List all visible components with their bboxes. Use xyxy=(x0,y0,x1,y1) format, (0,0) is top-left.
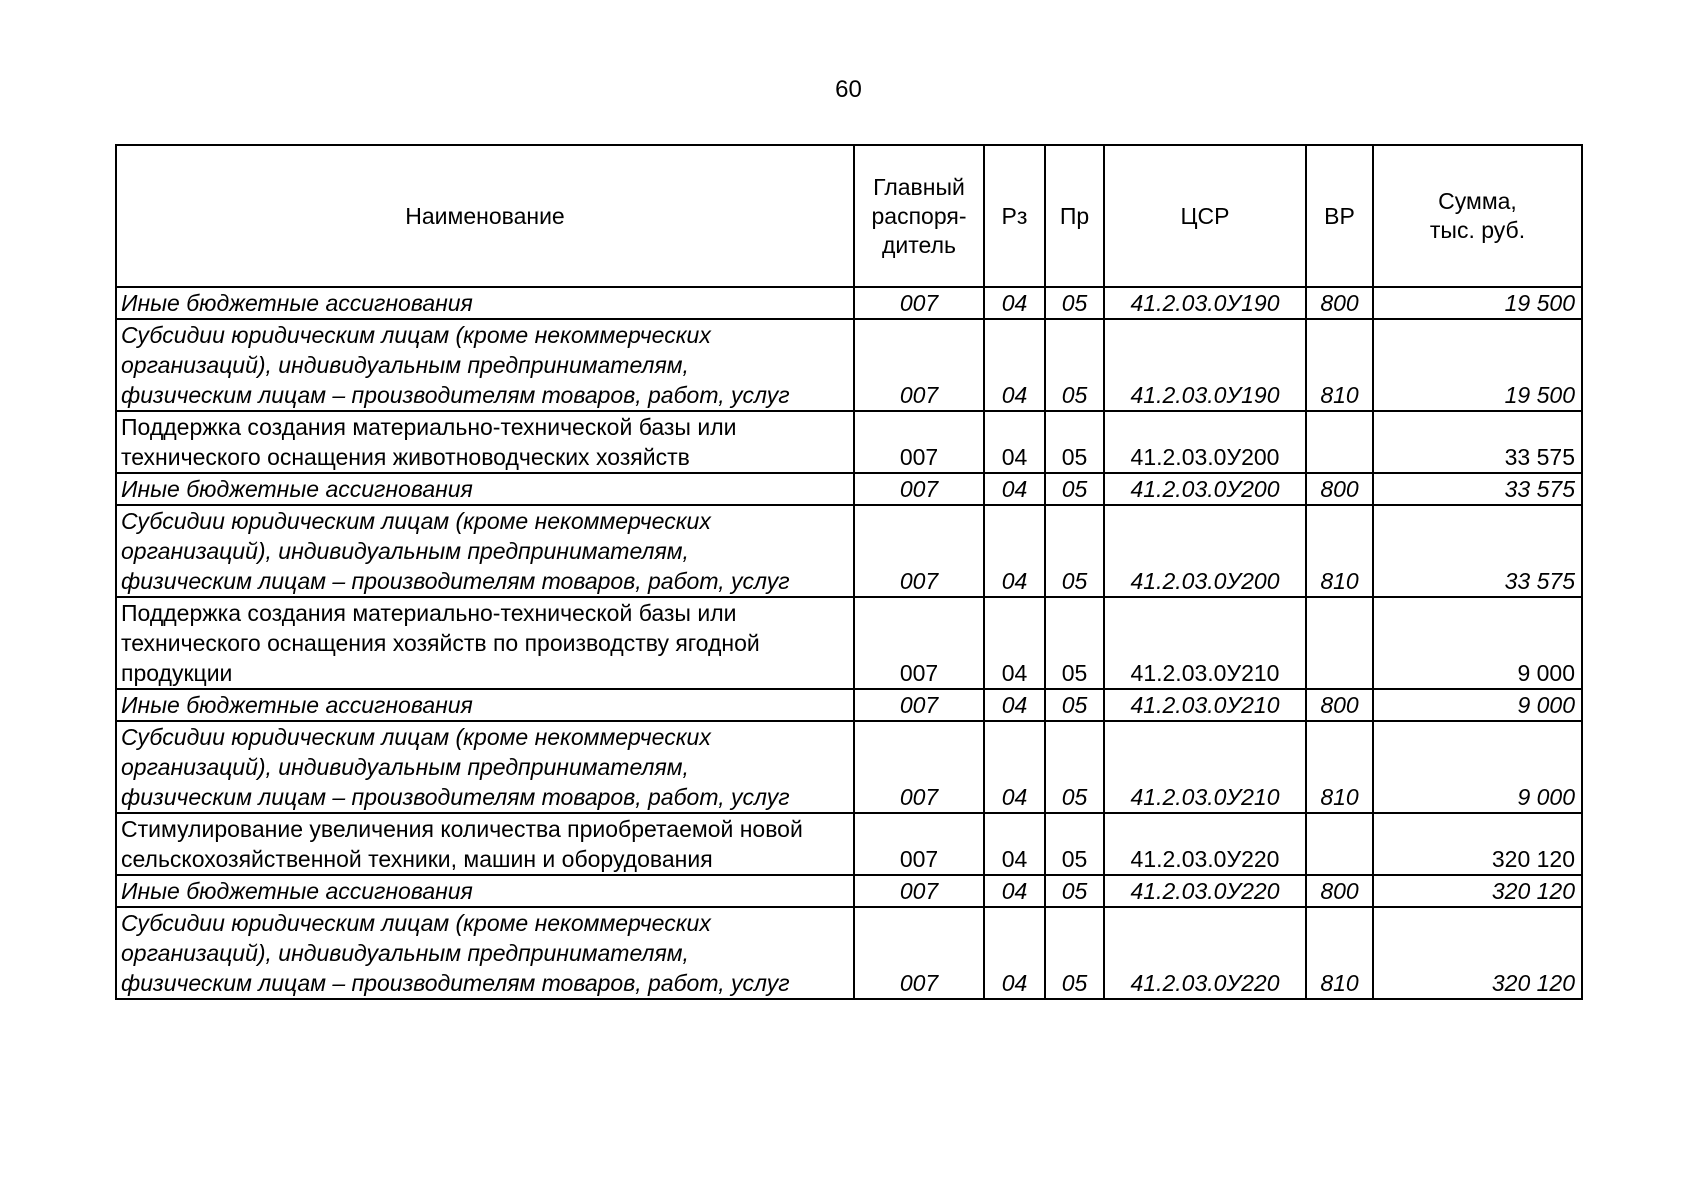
cell-pr: 05 xyxy=(1045,813,1104,875)
cell-csr: 41.2.03.0У200 xyxy=(1104,505,1306,597)
cell-csr: 41.2.03.0У220 xyxy=(1104,813,1306,875)
table-row xyxy=(116,597,1582,689)
cell-sum: 33 575 xyxy=(1373,411,1582,473)
cell-vr: 800 xyxy=(1306,473,1373,505)
cell-pr: 05 xyxy=(1045,505,1104,597)
cell-name-line: физическим лицам – производителям товаров, работ, услуг xyxy=(121,382,790,408)
cell-sum: 320 120 xyxy=(1373,813,1582,875)
cell-pr: 05 xyxy=(1045,597,1104,689)
header-rz: Рз xyxy=(984,145,1045,287)
cell-name-line: организаций), индивидуальным предпринимателям, xyxy=(121,940,689,966)
header-sum xyxy=(1373,145,1582,287)
cell-chief: 007 xyxy=(854,319,984,411)
header-row xyxy=(116,145,1582,287)
cell-vr xyxy=(1306,411,1373,473)
cell-name-line: Субсидии юридическим лицам (кроме некоммерческих xyxy=(121,910,711,936)
cell-rz: 04 xyxy=(984,597,1045,689)
header-chief-line: распоря- xyxy=(871,202,967,229)
header-sum-line: тыс. руб. xyxy=(1429,217,1526,243)
cell-name xyxy=(116,875,854,907)
cell-vr xyxy=(1306,813,1373,875)
cell-chief: 007 xyxy=(854,287,984,319)
cell-chief: 007 xyxy=(854,597,984,689)
cell-sum: 9 000 xyxy=(1373,689,1582,721)
table-row xyxy=(116,319,1582,411)
header-sum-line: Сумма, xyxy=(1438,188,1517,214)
cell-name xyxy=(116,597,854,689)
cell-name xyxy=(116,473,854,505)
cell-name-line: Субсидии юридическим лицам (кроме некоммерческих xyxy=(121,508,711,534)
cell-rz: 04 xyxy=(984,505,1045,597)
cell-name-line: Поддержка создания материально-технической базы или xyxy=(121,600,737,626)
cell-pr: 05 xyxy=(1045,721,1104,813)
cell-pr: 05 xyxy=(1045,875,1104,907)
cell-chief: 007 xyxy=(854,411,984,473)
cell-vr: 800 xyxy=(1306,689,1373,721)
cell-name-line: физическим лицам – производителям товаров, работ, услуг xyxy=(121,784,790,810)
cell-sum: 33 575 xyxy=(1373,505,1582,597)
cell-pr: 05 xyxy=(1045,907,1104,999)
cell-csr: 41.2.03.0У220 xyxy=(1104,875,1306,907)
header-chief-line: Главный xyxy=(873,173,965,200)
cell-csr: 41.2.03.0У220 xyxy=(1104,907,1306,999)
cell-name-line: технического оснащения хозяйств по производству ягодной xyxy=(121,630,760,656)
cell-name xyxy=(116,319,854,411)
cell-vr xyxy=(1306,597,1373,689)
cell-rz: 04 xyxy=(984,721,1045,813)
cell-vr: 810 xyxy=(1306,319,1373,411)
table-row xyxy=(116,875,1582,907)
cell-csr: 41.2.03.0У210 xyxy=(1104,721,1306,813)
cell-name-line: Иные бюджетные ассигнования xyxy=(121,476,473,502)
cell-name-line: Стимулирование увеличения количества приобретаемой новой xyxy=(121,816,803,842)
cell-csr: 41.2.03.0У200 xyxy=(1104,473,1306,505)
cell-name-line: физическим лицам – производителям товаров, работ, услуг xyxy=(121,568,790,594)
table-row xyxy=(116,505,1582,597)
cell-sum: 33 575 xyxy=(1373,473,1582,505)
cell-sum: 9 000 xyxy=(1373,597,1582,689)
page-number: 60 xyxy=(835,76,862,103)
cell-name-line: организаций), индивидуальным предпринимателям, xyxy=(121,352,689,378)
cell-chief: 007 xyxy=(854,505,984,597)
cell-name-line: физическим лицам – производителям товаров, работ, услуг xyxy=(121,970,790,996)
cell-sum: 9 000 xyxy=(1373,721,1582,813)
cell-name-line: организаций), индивидуальным предпринимателям, xyxy=(121,538,689,564)
cell-name-line: Иные бюджетные ассигнования xyxy=(121,290,473,316)
header-chief-line: дитель xyxy=(882,231,956,258)
table-row xyxy=(116,689,1582,721)
table-body xyxy=(116,287,1582,999)
cell-sum: 19 500 xyxy=(1373,287,1582,319)
cell-name xyxy=(116,287,854,319)
cell-vr: 810 xyxy=(1306,505,1373,597)
cell-csr: 41.2.03.0У190 xyxy=(1104,319,1306,411)
header-vr: ВР xyxy=(1306,145,1373,287)
cell-rz: 04 xyxy=(984,813,1045,875)
header-csr: ЦСР xyxy=(1104,145,1306,287)
header-name: Наименование xyxy=(116,145,854,287)
cell-name-line: организаций), индивидуальным предпринимателям, xyxy=(121,754,689,780)
cell-chief: 007 xyxy=(854,875,984,907)
cell-name xyxy=(116,721,854,813)
cell-name-line: технического оснащения животноводческих хозяйств xyxy=(121,444,690,470)
cell-vr: 800 xyxy=(1306,875,1373,907)
cell-vr: 810 xyxy=(1306,721,1373,813)
cell-pr: 05 xyxy=(1045,319,1104,411)
cell-csr: 41.2.03.0У210 xyxy=(1104,689,1306,721)
table-row xyxy=(116,721,1582,813)
cell-name xyxy=(116,907,854,999)
cell-rz: 04 xyxy=(984,907,1045,999)
cell-name-line: продукции xyxy=(121,660,233,686)
cell-name-line: Иные бюджетные ассигнования xyxy=(121,692,473,718)
cell-pr: 05 xyxy=(1045,689,1104,721)
cell-sum: 19 500 xyxy=(1373,319,1582,411)
budget-table xyxy=(115,144,1583,1000)
table-row xyxy=(116,473,1582,505)
cell-rz: 04 xyxy=(984,319,1045,411)
cell-csr: 41.2.03.0У200 xyxy=(1104,411,1306,473)
cell-rz: 04 xyxy=(984,689,1045,721)
cell-sum: 320 120 xyxy=(1373,875,1582,907)
cell-rz: 04 xyxy=(984,287,1045,319)
cell-rz: 04 xyxy=(984,875,1045,907)
table-row xyxy=(116,287,1582,319)
cell-vr: 800 xyxy=(1306,287,1373,319)
cell-name-line: Субсидии юридическим лицам (кроме некоммерческих xyxy=(121,322,711,348)
cell-name xyxy=(116,505,854,597)
cell-sum: 320 120 xyxy=(1373,907,1582,999)
cell-name xyxy=(116,411,854,473)
table-row xyxy=(116,813,1582,875)
cell-pr: 05 xyxy=(1045,411,1104,473)
table-row xyxy=(116,411,1582,473)
cell-pr: 05 xyxy=(1045,287,1104,319)
cell-name xyxy=(116,689,854,721)
cell-name-line: Иные бюджетные ассигнования xyxy=(121,878,473,904)
cell-name-line: Субсидии юридическим лицам (кроме некоммерческих xyxy=(121,724,711,750)
cell-chief: 007 xyxy=(854,689,984,721)
cell-pr: 05 xyxy=(1045,473,1104,505)
cell-csr: 41.2.03.0У210 xyxy=(1104,597,1306,689)
header-pr: Пр xyxy=(1045,145,1104,287)
cell-chief: 007 xyxy=(854,473,984,505)
cell-chief: 007 xyxy=(854,907,984,999)
cell-vr: 810 xyxy=(1306,907,1373,999)
cell-name-line: Поддержка создания материально-технической базы или xyxy=(121,414,737,440)
header-chief xyxy=(854,145,984,287)
cell-chief: 007 xyxy=(854,813,984,875)
cell-csr: 41.2.03.0У190 xyxy=(1104,287,1306,319)
table-row xyxy=(116,907,1582,999)
cell-chief: 007 xyxy=(854,721,984,813)
cell-name-line: сельскохозяйственной техники, машин и оборудования xyxy=(121,846,713,872)
cell-name xyxy=(116,813,854,875)
cell-rz: 04 xyxy=(984,473,1045,505)
cell-rz: 04 xyxy=(984,411,1045,473)
